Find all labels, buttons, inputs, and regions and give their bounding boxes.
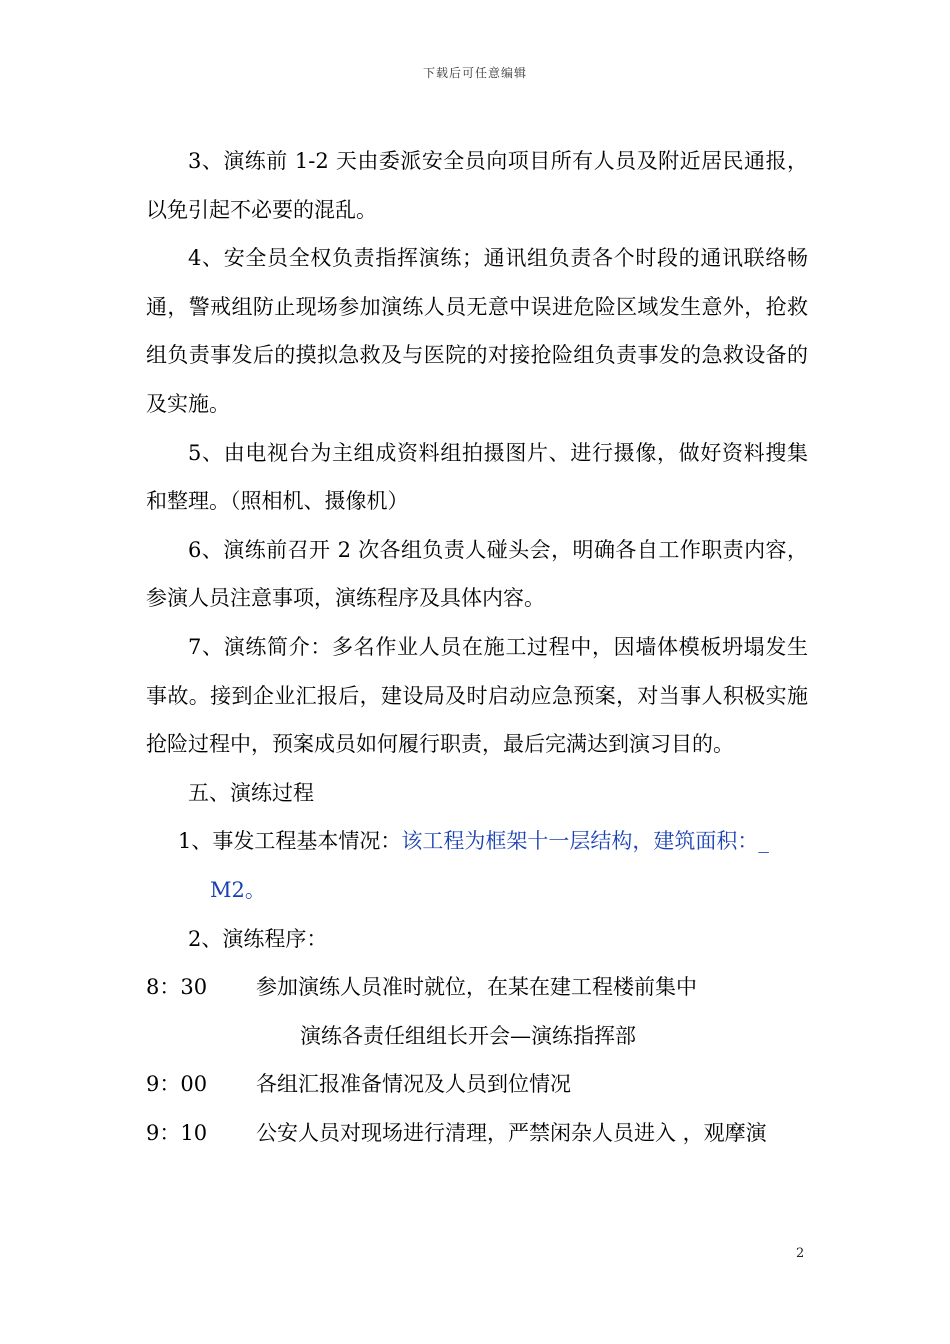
document-body: [146, 137, 808, 1157]
schedule-row: [146, 1060, 808, 1109]
item-1-label: 1、事发工程基本情况：: [178, 829, 402, 854]
schedule-time: 9：00: [146, 1072, 208, 1097]
schedule-row: [146, 963, 808, 1012]
paragraph-3: 3、演练前 1-2 天由委派安全员向项目所有人员及附近居民通报，以免引起不必要的混乱。: [146, 149, 808, 222]
paragraph-6: 6、演练前召开 2 次各组负责人碰头会，明确各自工作职责内容，参演人员注意事项，演练程序及具体内容。: [146, 537, 808, 611]
schedule-time: 9：10: [146, 1120, 208, 1145]
paragraph-5: 5、由电视台为主组成资料组拍摄图片、进行摄像，做好资料搜集和整理。（照相机、摄像机）: [146, 440, 808, 514]
schedule-desc: 演练各责任组组长开会—演练指挥部: [300, 1023, 636, 1048]
item-1: [146, 817, 808, 914]
paragraph-7: 7、演练简介：多名作业人员在施工过程中，因墙体模板坍塌发生事故。接到企业汇报后，建设局及时启动应急预案，对当事人积极实施抢险过程中，预案成员如何履行职责，最后完满达到演习目的。: [146, 634, 808, 757]
item-1-value-line1: 该工程为框架十一层结构，建筑面积：_: [401, 829, 769, 854]
item-1-value-line2: M2。: [210, 877, 266, 902]
page-header: 下载后可任意编辑: [422, 66, 527, 80]
schedule-time: 8：30: [146, 975, 208, 1000]
schedule-row: [146, 1012, 808, 1061]
schedule-desc: 各组汇报准备情况及人员到位情况: [256, 1072, 571, 1097]
schedule-desc: 公安人员对现场进行清理，严禁闲杂人员进入 ，观摩演: [256, 1120, 767, 1145]
schedule-desc: 参加演练人员准时就位，在某在建工程楼前集中: [256, 975, 697, 1000]
item-2: 2、演练程序：: [188, 926, 328, 951]
section-title: 五、演练过程: [188, 780, 314, 805]
page-number: 2: [796, 1246, 805, 1261]
schedule-row: [146, 1109, 808, 1158]
paragraph-4: 4、安全员全权负责指挥演练；通讯组负责各个时段的通讯联络畅通，警戒组防止现场参加演练人员无意中误进危险区域发生意外，抢救组负责事发后的摸拟急救及与医院的对接抢险组负责事发的急救设备的及实施。: [146, 246, 808, 416]
